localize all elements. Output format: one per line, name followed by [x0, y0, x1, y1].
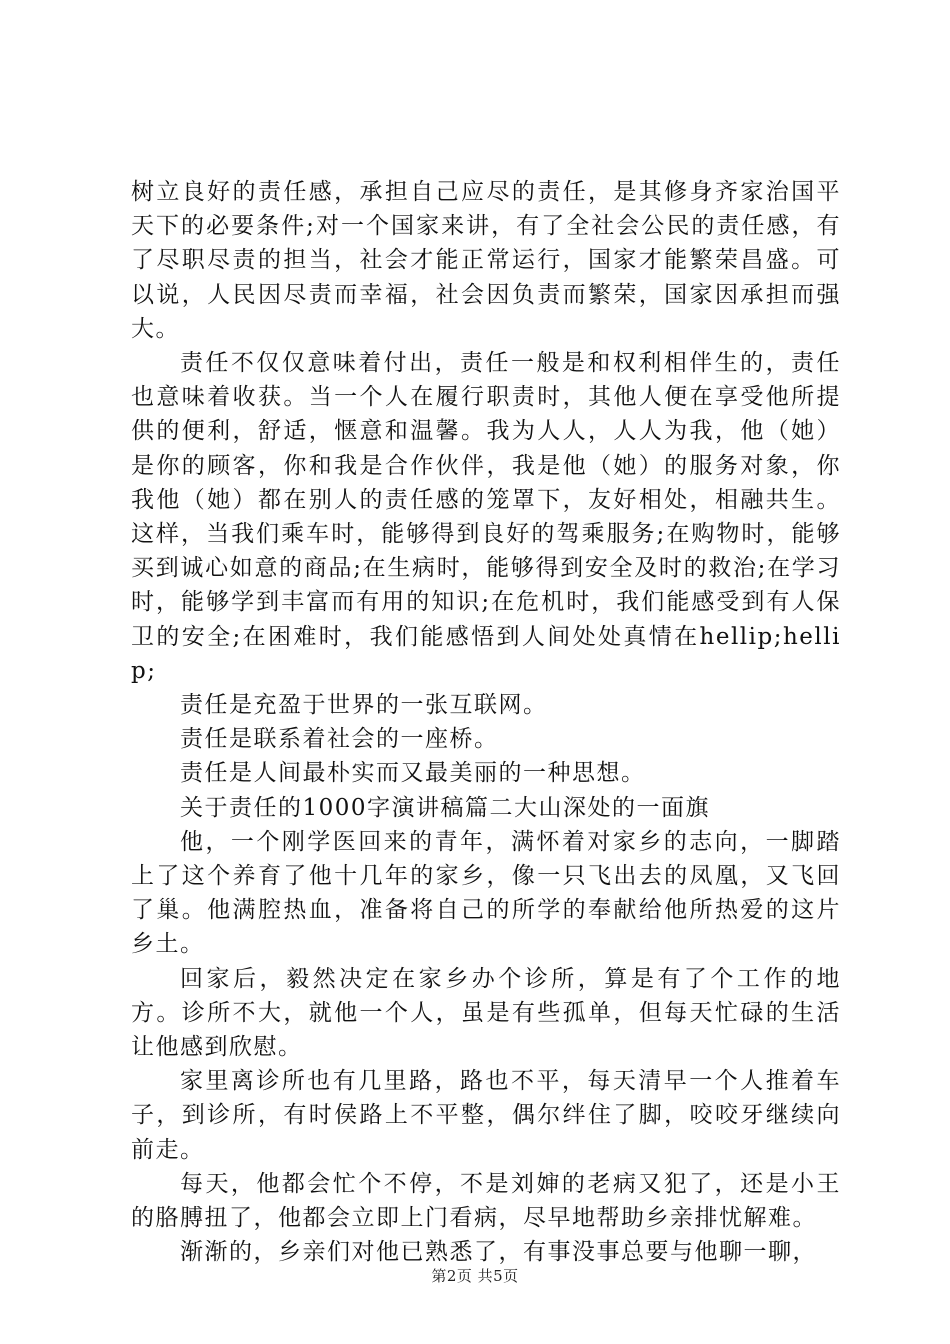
- body-text: [131, 175, 841, 1270]
- section-heading: 关于责任的1000字演讲稿篇二大山深处的一面旗: [180, 794, 711, 821]
- paragraph-1: 树立良好的责任感，承担自己应尽的责任，是其修身齐家治国平天下的必要条件;对一个国家来讲，有了全社会公民的责任感，有了尽职尽责的担当，社会才能正常运行，国家才能繁荣昌盛。可以说，人民因尽责而幸福，社会因负责而繁荣，国家因承担而强大。: [131, 179, 841, 342]
- paragraph-9: 家里离诊所也有几里路，路也不平，每天清早一个人推着车子，到诊所，有时侯路上不平整，偶尔绊住了脚，咬咬牙继续向前走。: [131, 1068, 841, 1163]
- page-footer: 第2页 共5页: [431, 1267, 519, 1285]
- paragraph-8: 回家后，毅然决定在家乡办个诊所，算是有了个工作的地方。诊所不大，就他一个人，虽是有些孤单，但每天忙碌的生活让他感到欣慰。: [131, 965, 841, 1061]
- paragraph-10: 每天，他都会忙个不停，不是刘婶的老病又犯了，还是小王的胳膊扭了，他都会立即上门看病，尽早地帮助乡亲排忧解难。: [131, 1170, 841, 1232]
- paragraph-2: 责任不仅仅意味着付出，责任一般是和权利相伴生的，责任也意味着收获。当一个人在履行职责时，其他人便在享受他所提供的便利，舒适，惬意和温馨。我为人人，人人为我，他（她）是你的顾客，你和我是合作伙伴，我是他（她）的服务对象，你我他（她）都在别人的责任感的笼罩下，友好相处，相融共生。这样，当我们乘车时，能够得到良好的驾乘服务;在购物时，能够买到诚心如意的商品;在生病时，能够得到安全及时的救治;在学习时，能够学到丰富而有用的知识;在危机时，我们能感受到有人保卫的安全;在困难时，我们能感悟到人间处处真情在hellip;hellip;: [131, 350, 841, 684]
- paragraph-5: 责任是人间最朴实而又最美丽的一种思想。: [180, 760, 646, 787]
- paragraph-7: 他，一个刚学医回来的青年，满怀着对家乡的志向，一脚踏上了这个养育了他十几年的家乡，像一只飞出去的凤凰，又飞回了巢。他满腔热血，准备将自己的所学的奉献给他所热爱的这片乡土。: [131, 828, 841, 958]
- paragraph-11: 渐渐的，乡亲们对他已熟悉了，有事没事总要与他聊一聊，: [180, 1239, 817, 1266]
- paragraph-4: 责任是联系着社会的一座桥。: [180, 726, 499, 753]
- paragraph-3: 责任是充盈于世界的一张互联网。: [180, 692, 548, 719]
